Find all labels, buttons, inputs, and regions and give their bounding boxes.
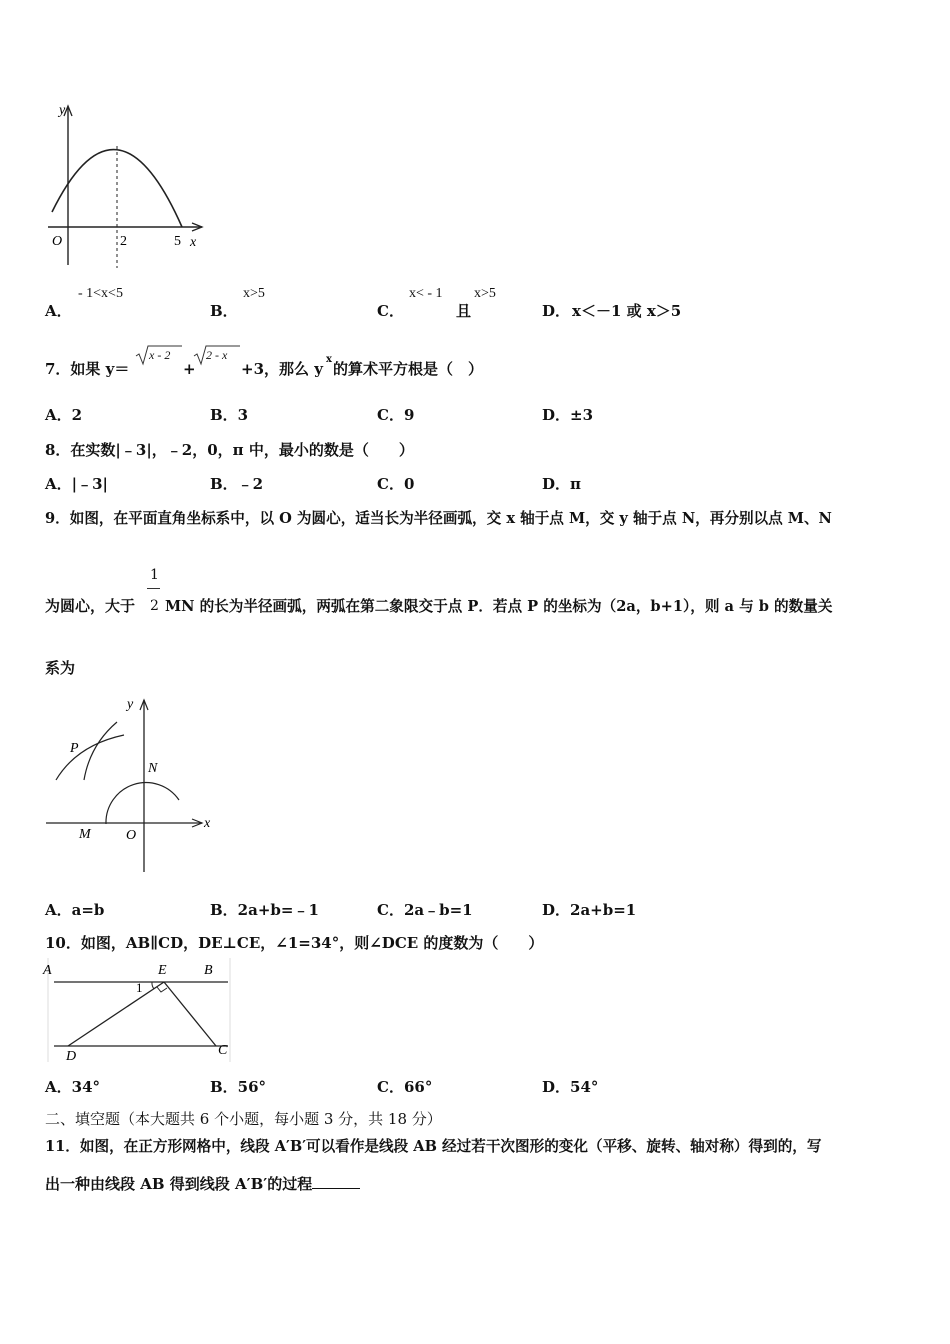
q11-line-2: 出一种由线段 AB 得到线段 A′B′的过程 [45,1175,313,1193]
y-axis-label: y [59,103,66,118]
q6-option-d-text: x＜－1 或 x＞5 [572,302,682,320]
q7-option-b: B．3 [210,406,249,424]
q10-stem: 10．如图，AB∥CD，DE⊥CE，∠1=34°，则∠DCE 的度数为（ ） [45,934,544,952]
q9-line-3: 系为 [45,659,76,677]
q9-line-2-pre: 为圆心，大于 [45,597,136,615]
q7-plus: + [183,360,196,378]
q7-stem-pre: 7．如果 y＝ [45,360,130,378]
q8-option-d: D．π [542,475,581,493]
q8-stem: 8．在实数|﹣3|，﹣2，0，π 中，最小的数是（ ） [45,441,414,459]
tick-2-label: 2 [120,234,127,249]
fig9-y-label: y [127,697,134,712]
q7-sqrt-1: x - 2 [149,348,171,362]
q10-option-d: D．54° [542,1078,599,1096]
fig10-angle-1-label: 1 [136,980,143,995]
q8-option-b: B．﹣2 [210,475,264,493]
q11-line-2-wrap [45,1173,360,1194]
q7-option-d: D．±3 [542,406,594,424]
parabola-figure [40,100,215,270]
q8-option-c: C．0 [377,475,415,493]
compass-construction-figure [42,690,222,880]
q6-option-c-join: 且 [456,302,472,320]
fig10-d-label: D [66,1049,77,1062]
q6-option-c-text-1: x< - 1 [409,286,443,301]
q10-option-b: B．56° [210,1078,267,1096]
q10-option-c: C．66° [377,1078,433,1096]
q9-option-c: C．2a﹣b=1 [377,901,473,919]
fig9-o-label: O [126,828,137,843]
q6-option-a-label: A． [45,302,72,320]
q8-option-a: A．|﹣3| [45,475,108,493]
answer-blank[interactable] [312,1174,360,1189]
q7-option-c: C．9 [377,406,415,424]
q7-exponent: x [326,354,332,365]
q6-option-c-label: C． [377,302,404,320]
section-2-title: 二、填空题（本大题共 6 个小题，每小题 3 分，共 18 分） [45,1110,442,1128]
q9-line-2-post: MN 的长为半径画弧，两弧在第二象限交于点 P．若点 P 的坐标为（2a，b+1），则 a 与 b 的数量关 [165,598,833,615]
x-axis-label: x [190,235,197,250]
fig10-e-label: E [158,963,167,978]
fig9-n-label: N [148,761,158,776]
fig10-a-label: A [43,963,52,978]
fig9-m-label: M [79,827,91,842]
parallel-lines-figure [40,958,240,1062]
q6-option-c-text-2: x>5 [474,286,496,301]
fig9-x-label: x [204,816,211,831]
q7-sqrt-2: 2 - x [206,348,228,362]
fig10-b-label: B [204,963,213,978]
q7-stem-post: +3，那么 y [241,360,323,378]
origin-label: O [52,234,63,249]
fig10-c-label: C [218,1043,228,1058]
q11-line-1: 11．如图，在正方形网格中，线段 A′B′可以看作是线段 AB 经过若干次图形的变化（平移、旋转、轴对称）得到的，写 [45,1138,822,1155]
q6-option-b-label: B． [210,302,238,320]
q9-option-d: D．2a+b=1 [542,901,637,919]
q9-fraction-denominator: 2 [150,598,159,614]
q6-option-a-text: - 1<x<5 [78,286,123,301]
fig9-p-label: P [70,741,79,756]
q9-option-a: A．a=b [45,901,105,919]
q10-option-a: A．34° [45,1078,101,1096]
tick-5-label: 5 [174,234,181,249]
q9-fraction-numerator: 1 [150,567,159,583]
q7-stem-end: 的算术平方根是（ ） [333,360,484,378]
q9-line-1: 9．如图，在平面直角坐标系中，以 O 为圆心，适当长为半径画弧，交 x 轴于点 M，交 y 轴于点 N，再分别以点 M、N [45,510,832,527]
q6-option-d-label: D． [542,302,571,320]
q7-option-a: A．2 [45,406,83,424]
q6-option-b-text: x>5 [243,286,265,301]
fraction-bar [147,588,160,589]
q9-option-b: B．2a+b=﹣1 [210,901,319,919]
